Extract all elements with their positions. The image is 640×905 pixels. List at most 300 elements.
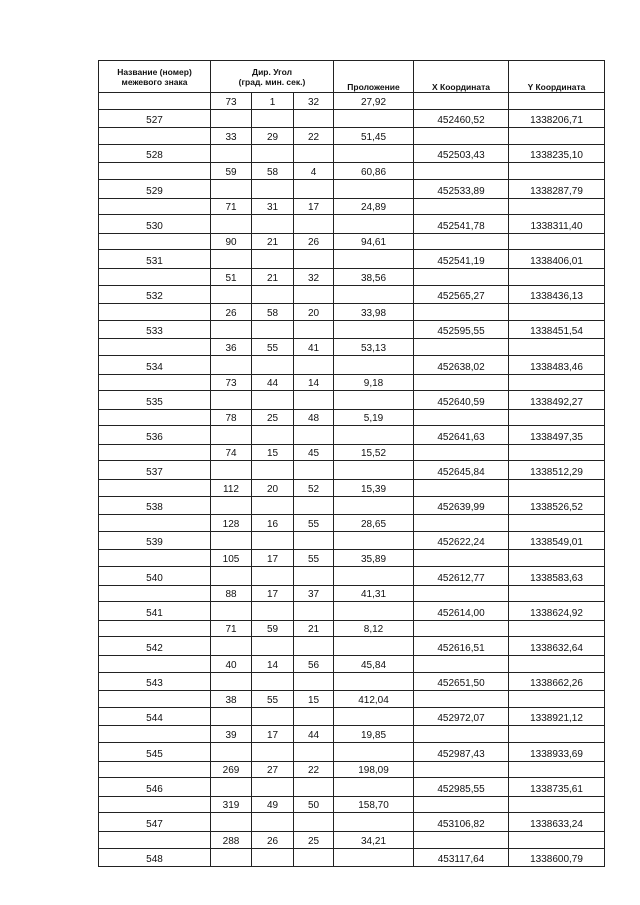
mark-name: 529 (99, 179, 211, 198)
segment-empty-y (509, 304, 605, 321)
point-row (99, 496, 605, 515)
point-empty-sec (294, 355, 334, 374)
table-body (99, 93, 605, 867)
header-length: Проложение (334, 61, 414, 93)
x-coordinate: 452533,89 (414, 179, 509, 198)
segment-length: 53,13 (334, 339, 414, 356)
segment-empty-name (99, 515, 211, 532)
point-empty-deg (211, 285, 252, 304)
angle-degrees: 105 (211, 550, 252, 567)
point-row (99, 355, 605, 374)
segment-empty-y (509, 93, 605, 110)
x-coordinate: 452541,78 (414, 215, 509, 234)
segment-row (99, 163, 605, 180)
segment-empty-y (509, 409, 605, 426)
segment-length: 9,18 (334, 374, 414, 391)
segment-length: 28,65 (334, 515, 414, 532)
y-coordinate: 1338600,79 (509, 848, 605, 867)
mark-name: 542 (99, 637, 211, 656)
x-coordinate: 452541,19 (414, 250, 509, 269)
point-empty-deg (211, 109, 252, 128)
angle-degrees: 71 (211, 620, 252, 637)
segment-empty-name (99, 304, 211, 321)
angle-minutes: 17 (252, 585, 294, 602)
mark-name: 536 (99, 426, 211, 445)
point-empty-min (252, 285, 294, 304)
point-empty-min (252, 355, 294, 374)
point-empty-length (334, 707, 414, 726)
point-empty-sec (294, 567, 334, 586)
angle-minutes: 20 (252, 480, 294, 497)
angle-minutes: 17 (252, 726, 294, 743)
segment-empty-x (414, 796, 509, 813)
point-row (99, 672, 605, 691)
y-coordinate: 1338287,79 (509, 179, 605, 198)
angle-seconds: 15 (294, 691, 334, 708)
point-empty-deg (211, 391, 252, 410)
point-empty-deg (211, 778, 252, 797)
point-empty-deg (211, 320, 252, 339)
point-row (99, 567, 605, 586)
point-empty-deg (211, 355, 252, 374)
point-row (99, 531, 605, 550)
point-empty-min (252, 742, 294, 761)
point-empty-sec (294, 707, 334, 726)
point-empty-min (252, 531, 294, 550)
point-row (99, 144, 605, 163)
segment-empty-name (99, 268, 211, 285)
segment-row (99, 198, 605, 215)
point-row (99, 426, 605, 445)
mark-name: 544 (99, 707, 211, 726)
point-empty-sec (294, 461, 334, 480)
point-row (99, 250, 605, 269)
segment-row (99, 93, 605, 110)
boundary-marks-table (98, 60, 605, 867)
segment-length: 35,89 (334, 550, 414, 567)
angle-seconds: 45 (294, 444, 334, 461)
angle-seconds: 26 (294, 233, 334, 250)
angle-degrees: 319 (211, 796, 252, 813)
angle-seconds: 22 (294, 128, 334, 145)
point-empty-min (252, 672, 294, 691)
point-empty-deg (211, 215, 252, 234)
segment-row (99, 550, 605, 567)
segment-length: 60,86 (334, 163, 414, 180)
segment-empty-y (509, 444, 605, 461)
segment-empty-x (414, 585, 509, 602)
point-empty-length (334, 109, 414, 128)
segment-length: 33,98 (334, 304, 414, 321)
segment-length: 34,21 (334, 831, 414, 848)
x-coordinate: 452972,07 (414, 707, 509, 726)
point-empty-sec (294, 637, 334, 656)
point-empty-length (334, 742, 414, 761)
segment-empty-y (509, 268, 605, 285)
point-empty-min (252, 461, 294, 480)
segment-row (99, 339, 605, 356)
segment-empty-name (99, 163, 211, 180)
segment-empty-x (414, 444, 509, 461)
angle-seconds: 48 (294, 409, 334, 426)
segment-empty-y (509, 480, 605, 497)
angle-degrees: 73 (211, 93, 252, 110)
segment-length: 8,12 (334, 620, 414, 637)
point-empty-min (252, 320, 294, 339)
angle-degrees: 74 (211, 444, 252, 461)
x-coordinate: 452612,77 (414, 567, 509, 586)
angle-degrees: 112 (211, 480, 252, 497)
segment-empty-name (99, 550, 211, 567)
point-empty-sec (294, 215, 334, 234)
x-coordinate: 452616,51 (414, 637, 509, 656)
segment-row (99, 409, 605, 426)
segment-empty-name (99, 233, 211, 250)
x-coordinate: 452651,50 (414, 672, 509, 691)
y-coordinate: 1338549,01 (509, 531, 605, 550)
x-coordinate: 452987,43 (414, 742, 509, 761)
mark-name: 532 (99, 285, 211, 304)
segment-empty-y (509, 726, 605, 743)
header-mark-name-line2: межевого знака (121, 76, 188, 87)
segment-empty-x (414, 268, 509, 285)
segment-length: 158,70 (334, 796, 414, 813)
segment-row (99, 444, 605, 461)
segment-row (99, 233, 605, 250)
y-coordinate: 1338206,71 (509, 109, 605, 128)
segment-empty-x (414, 691, 509, 708)
segment-empty-y (509, 339, 605, 356)
x-coordinate: 453117,64 (414, 848, 509, 867)
point-row (99, 391, 605, 410)
header-mark-name (99, 61, 211, 93)
y-coordinate: 1338583,63 (509, 567, 605, 586)
segment-length: 51,45 (334, 128, 414, 145)
point-row (99, 848, 605, 867)
mark-name: 531 (99, 250, 211, 269)
angle-seconds: 22 (294, 761, 334, 778)
point-empty-min (252, 778, 294, 797)
angle-minutes: 25 (252, 409, 294, 426)
segment-empty-x (414, 761, 509, 778)
angle-seconds: 56 (294, 656, 334, 673)
segment-empty-y (509, 163, 605, 180)
mark-name: 527 (99, 109, 211, 128)
mark-name: 547 (99, 813, 211, 832)
angle-minutes: 55 (252, 339, 294, 356)
point-row (99, 813, 605, 832)
segment-length: 27,92 (334, 93, 414, 110)
point-empty-min (252, 109, 294, 128)
y-coordinate: 1338633,24 (509, 813, 605, 832)
segment-empty-x (414, 620, 509, 637)
point-empty-length (334, 531, 414, 550)
x-coordinate: 452985,55 (414, 778, 509, 797)
angle-seconds: 32 (294, 268, 334, 285)
point-empty-sec (294, 426, 334, 445)
point-empty-deg (211, 144, 252, 163)
segment-empty-x (414, 831, 509, 848)
mark-name: 530 (99, 215, 211, 234)
angle-degrees: 26 (211, 304, 252, 321)
point-empty-length (334, 672, 414, 691)
segment-empty-y (509, 374, 605, 391)
segment-length: 412,04 (334, 691, 414, 708)
segment-empty-name (99, 796, 211, 813)
y-coordinate: 1338624,92 (509, 602, 605, 621)
angle-degrees: 71 (211, 198, 252, 215)
angle-minutes: 58 (252, 163, 294, 180)
point-empty-deg (211, 496, 252, 515)
angle-degrees: 128 (211, 515, 252, 532)
x-coordinate: 453106,82 (414, 813, 509, 832)
segment-length: 38,56 (334, 268, 414, 285)
angle-minutes: 14 (252, 656, 294, 673)
point-empty-length (334, 250, 414, 269)
x-coordinate: 452622,24 (414, 531, 509, 550)
point-empty-sec (294, 285, 334, 304)
x-coordinate: 452614,00 (414, 602, 509, 621)
y-coordinate: 1338512,29 (509, 461, 605, 480)
segment-empty-x (414, 198, 509, 215)
point-empty-deg (211, 672, 252, 691)
segment-empty-name (99, 761, 211, 778)
segment-empty-name (99, 409, 211, 426)
point-empty-deg (211, 250, 252, 269)
point-row (99, 215, 605, 234)
angle-degrees: 73 (211, 374, 252, 391)
mark-name: 538 (99, 496, 211, 515)
point-empty-length (334, 285, 414, 304)
angle-degrees: 90 (211, 233, 252, 250)
angle-minutes: 21 (252, 233, 294, 250)
segment-empty-y (509, 796, 605, 813)
angle-minutes: 31 (252, 198, 294, 215)
segment-length: 94,61 (334, 233, 414, 250)
point-empty-sec (294, 848, 334, 867)
y-coordinate: 1338311,40 (509, 215, 605, 234)
point-empty-sec (294, 602, 334, 621)
angle-seconds: 55 (294, 515, 334, 532)
segment-empty-x (414, 163, 509, 180)
angle-degrees: 51 (211, 268, 252, 285)
segment-empty-x (414, 409, 509, 426)
x-coordinate: 452460,52 (414, 109, 509, 128)
mark-name: 540 (99, 567, 211, 586)
header-direction-angle (211, 61, 334, 93)
segment-length: 45,84 (334, 656, 414, 673)
segment-row (99, 761, 605, 778)
angle-degrees: 269 (211, 761, 252, 778)
point-row (99, 707, 605, 726)
point-empty-length (334, 778, 414, 797)
point-empty-length (334, 461, 414, 480)
point-empty-deg (211, 742, 252, 761)
segment-row (99, 268, 605, 285)
point-empty-sec (294, 250, 334, 269)
x-coordinate: 452503,43 (414, 144, 509, 163)
mark-name: 543 (99, 672, 211, 691)
point-row (99, 461, 605, 480)
mark-name: 548 (99, 848, 211, 867)
point-empty-sec (294, 813, 334, 832)
point-empty-sec (294, 531, 334, 550)
point-empty-deg (211, 461, 252, 480)
segment-empty-name (99, 831, 211, 848)
segment-empty-x (414, 304, 509, 321)
segment-length: 15,52 (334, 444, 414, 461)
point-empty-length (334, 637, 414, 656)
point-row (99, 285, 605, 304)
point-empty-sec (294, 391, 334, 410)
point-empty-sec (294, 109, 334, 128)
point-empty-length (334, 496, 414, 515)
point-empty-length (334, 813, 414, 832)
segment-row (99, 691, 605, 708)
angle-seconds: 50 (294, 796, 334, 813)
angle-minutes: 58 (252, 304, 294, 321)
segment-empty-y (509, 761, 605, 778)
angle-seconds: 4 (294, 163, 334, 180)
header-y-coordinate: Y Координата (509, 61, 605, 93)
x-coordinate: 452639,99 (414, 496, 509, 515)
angle-minutes: 59 (252, 620, 294, 637)
angle-degrees: 288 (211, 831, 252, 848)
point-empty-length (334, 602, 414, 621)
point-empty-length (334, 848, 414, 867)
y-coordinate: 1338933,69 (509, 742, 605, 761)
segment-row (99, 480, 605, 497)
segment-empty-name (99, 128, 211, 145)
point-empty-min (252, 813, 294, 832)
point-empty-length (334, 215, 414, 234)
header-x-coordinate: X Координата (414, 61, 509, 93)
segment-empty-name (99, 480, 211, 497)
angle-minutes: 55 (252, 691, 294, 708)
angle-minutes: 17 (252, 550, 294, 567)
mark-name: 545 (99, 742, 211, 761)
segment-empty-y (509, 831, 605, 848)
segment-empty-y (509, 656, 605, 673)
point-empty-deg (211, 637, 252, 656)
y-coordinate: 1338526,52 (509, 496, 605, 515)
segment-row (99, 620, 605, 637)
angle-seconds: 55 (294, 550, 334, 567)
segment-empty-name (99, 620, 211, 637)
point-empty-min (252, 426, 294, 445)
header-angle-line1: Дир. Угол (252, 66, 292, 77)
segment-empty-y (509, 515, 605, 532)
angle-minutes: 49 (252, 796, 294, 813)
y-coordinate: 1338662,26 (509, 672, 605, 691)
point-row (99, 602, 605, 621)
segment-empty-y (509, 128, 605, 145)
point-empty-min (252, 707, 294, 726)
segment-empty-x (414, 339, 509, 356)
mark-name: 541 (99, 602, 211, 621)
point-empty-min (252, 179, 294, 198)
segment-empty-y (509, 691, 605, 708)
segment-empty-x (414, 128, 509, 145)
segment-empty-name (99, 726, 211, 743)
segment-empty-x (414, 550, 509, 567)
segment-row (99, 656, 605, 673)
x-coordinate: 452565,27 (414, 285, 509, 304)
point-empty-sec (294, 742, 334, 761)
segment-empty-y (509, 585, 605, 602)
angle-degrees: 33 (211, 128, 252, 145)
angle-minutes: 16 (252, 515, 294, 532)
point-row (99, 778, 605, 797)
point-empty-min (252, 602, 294, 621)
point-empty-length (334, 320, 414, 339)
y-coordinate: 1338483,46 (509, 355, 605, 374)
point-empty-sec (294, 672, 334, 691)
point-empty-sec (294, 778, 334, 797)
angle-degrees: 38 (211, 691, 252, 708)
segment-empty-y (509, 233, 605, 250)
segment-length: 5,19 (334, 409, 414, 426)
angle-seconds: 21 (294, 620, 334, 637)
segment-row (99, 585, 605, 602)
segment-length: 198,09 (334, 761, 414, 778)
point-empty-deg (211, 707, 252, 726)
segment-row (99, 128, 605, 145)
angle-seconds: 17 (294, 198, 334, 215)
point-empty-deg (211, 813, 252, 832)
segment-empty-y (509, 620, 605, 637)
point-row (99, 637, 605, 656)
x-coordinate: 452645,84 (414, 461, 509, 480)
point-empty-sec (294, 320, 334, 339)
segment-row (99, 831, 605, 848)
angle-seconds: 20 (294, 304, 334, 321)
x-coordinate: 452638,02 (414, 355, 509, 374)
segment-empty-y (509, 550, 605, 567)
segment-empty-x (414, 515, 509, 532)
x-coordinate: 452641,63 (414, 426, 509, 445)
angle-degrees: 78 (211, 409, 252, 426)
angle-seconds: 32 (294, 93, 334, 110)
angle-degrees: 59 (211, 163, 252, 180)
segment-length: 24,89 (334, 198, 414, 215)
point-empty-deg (211, 531, 252, 550)
segment-empty-name (99, 691, 211, 708)
point-empty-min (252, 215, 294, 234)
mark-name: 537 (99, 461, 211, 480)
point-empty-min (252, 391, 294, 410)
angle-degrees: 39 (211, 726, 252, 743)
segment-empty-y (509, 198, 605, 215)
angle-seconds: 44 (294, 726, 334, 743)
point-empty-min (252, 144, 294, 163)
x-coordinate: 452640,59 (414, 391, 509, 410)
angle-seconds: 52 (294, 480, 334, 497)
y-coordinate: 1338406,01 (509, 250, 605, 269)
point-empty-min (252, 637, 294, 656)
segment-row (99, 726, 605, 743)
segment-row (99, 374, 605, 391)
y-coordinate: 1338492,27 (509, 391, 605, 410)
y-coordinate: 1338632,64 (509, 637, 605, 656)
point-empty-length (334, 426, 414, 445)
angle-seconds: 25 (294, 831, 334, 848)
point-row (99, 320, 605, 339)
segment-empty-x (414, 656, 509, 673)
y-coordinate: 1338497,35 (509, 426, 605, 445)
mark-name: 539 (99, 531, 211, 550)
y-coordinate: 1338451,54 (509, 320, 605, 339)
